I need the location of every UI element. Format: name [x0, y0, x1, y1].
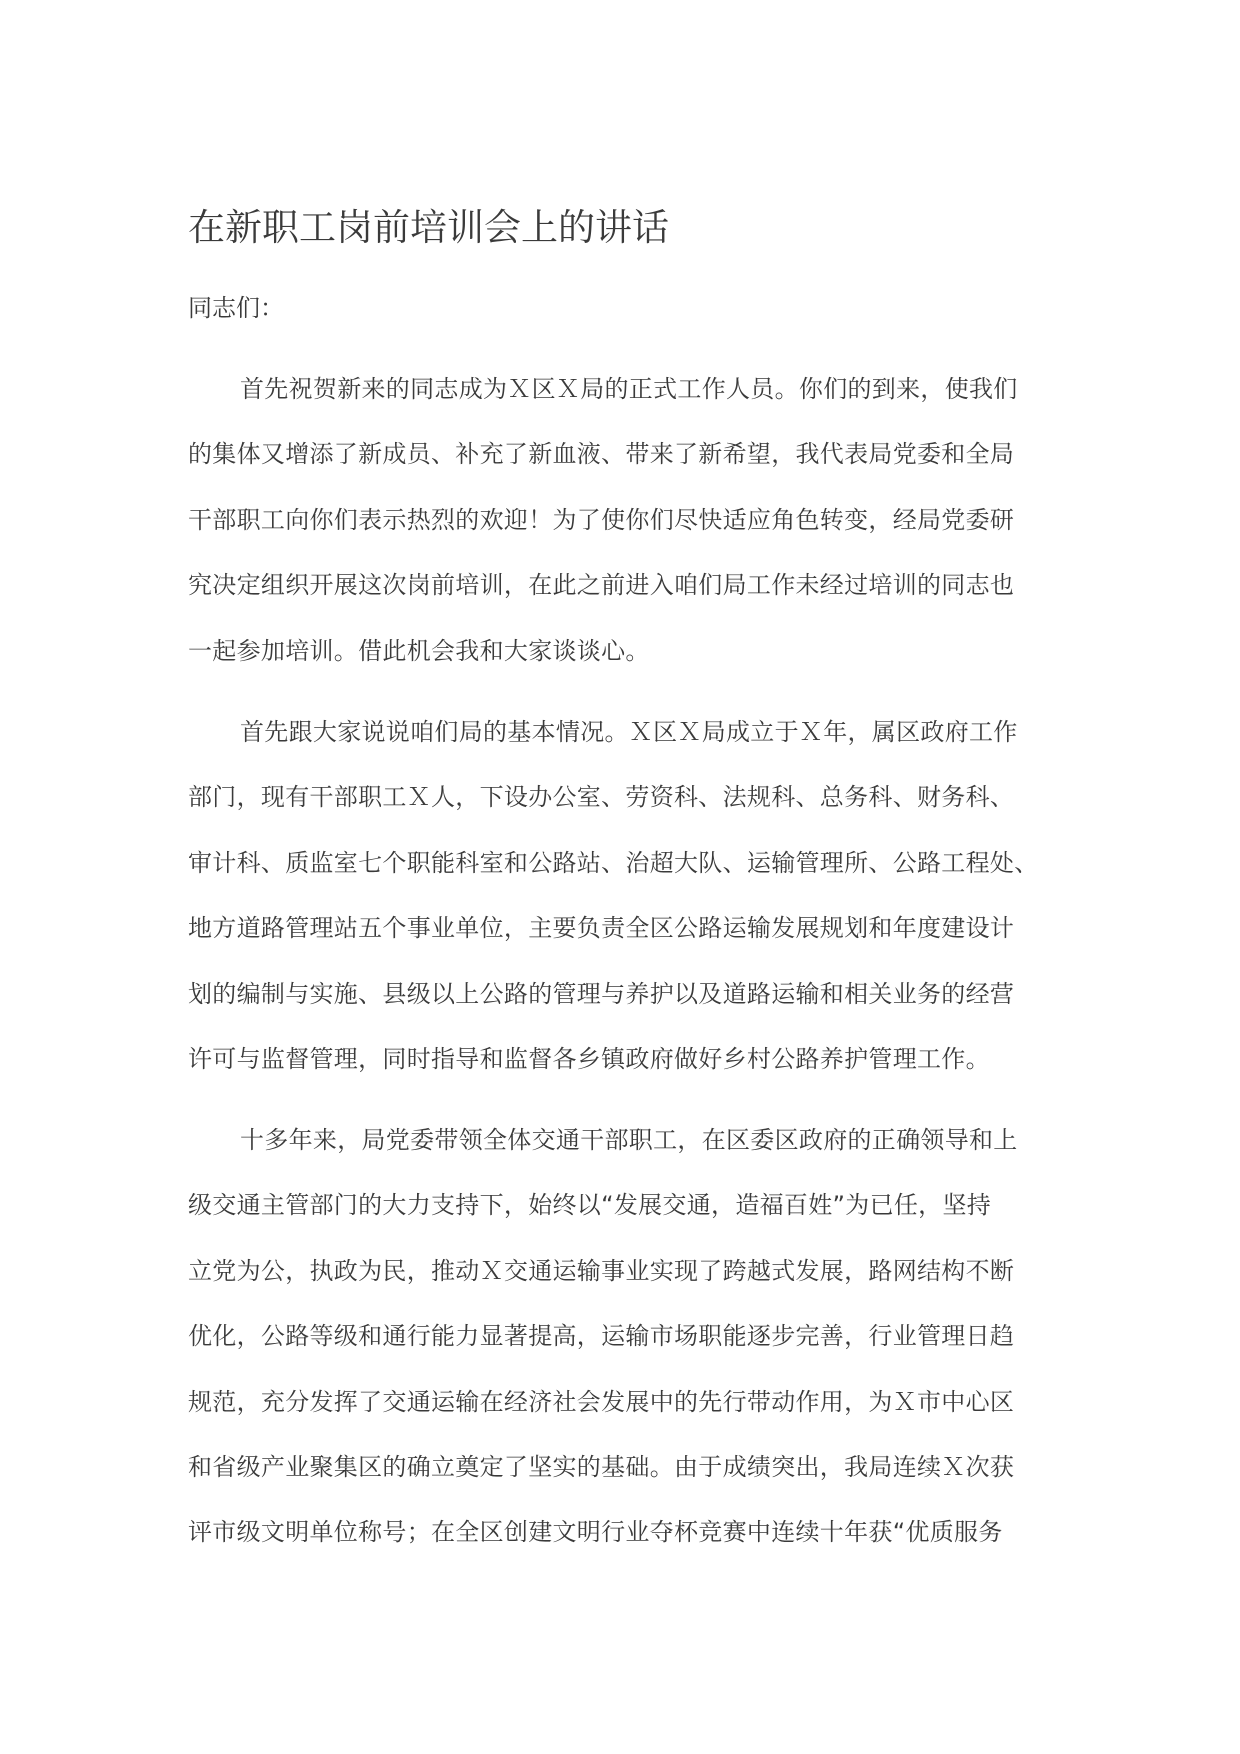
text-line: 规范，充分发挥了交通运输在经济社会发展中的先行带动作用，为Ｘ市中心区: [188, 1387, 1015, 1416]
paragraph: [188, 714, 1060, 1106]
text-line: 一起参加培训。借此机会我和大家谈谈心。: [188, 636, 650, 665]
text-line: 的集体又增添了新成员、补充了新血液、带来了新希望，我代表局党委和全局: [188, 440, 1015, 469]
text-line: 十多年来，局党委带领全体交通干部职工，在区委区政府的正确领导和上: [240, 1126, 1018, 1154]
document-page: [188, 0, 1060, 1754]
salutation: 同志们：: [188, 294, 284, 322]
text-line: 评市级文明单位称号；在全区创建文明行业夺杯竞赛中连续十年获“优质服务: [188, 1518, 1003, 1547]
text-line: 首先跟大家说说咱们局的基本情况。Ｘ区Ｘ局成立于Ｘ年，属区政府工作: [240, 718, 1018, 746]
text-line: 优化，公路等级和通行能力显著提高，运输市场职能逐步完善，行业管理日趋: [188, 1322, 1015, 1351]
text-line: 首先祝贺新来的同志成为Ｘ区Ｘ局的正式工作人员。你们的到来，使我们: [240, 375, 1018, 403]
text-line: 许可与监督管理，同时指导和监督各乡镇政府做好乡村公路养护管理工作。: [188, 1044, 990, 1073]
paragraph: [188, 371, 1060, 698]
document-title: 在新职工岗前培训会上的讲话: [188, 206, 669, 249]
text-line: 部门，现有干部职工Ｘ人，下设办公室、劳资科、法规科、总务科、财务科、: [188, 783, 1015, 812]
text-line: 干部职工向你们表示热烈的欢迎！为了使你们尽快适应角色转变，经局党委研: [188, 505, 1015, 534]
text-line: 划的编制与实施、县级以上公路的管理与养护以及道路运输和相关业务的经营: [188, 979, 1015, 1008]
text-line: 究决定组织开展这次岗前培训，在此之前进入咱们局工作未经过培训的同志也: [188, 571, 1015, 600]
text-line: 立党为公，执政为民，推动Ｘ交通运输事业实现了跨越式发展，路网结构不断: [188, 1256, 1015, 1285]
text-line: 和省级产业聚集区的确立奠定了坚实的基础。由于成绩突出，我局连续Ｘ次获: [188, 1452, 1015, 1481]
text-line: 审计科、质监室七个职能科室和公路站、治超大队、运输管理所、公路工程处、: [188, 848, 1039, 877]
text-line: 地方道路管理站五个事业单位，主要负责全区公路运输发展规划和年度建设计: [188, 914, 1015, 943]
paragraph: [188, 1122, 1060, 1580]
text-line: 级交通主管部门的大力支持下，始终以“发展交通，造福百姓”为已任，坚持: [188, 1191, 992, 1220]
